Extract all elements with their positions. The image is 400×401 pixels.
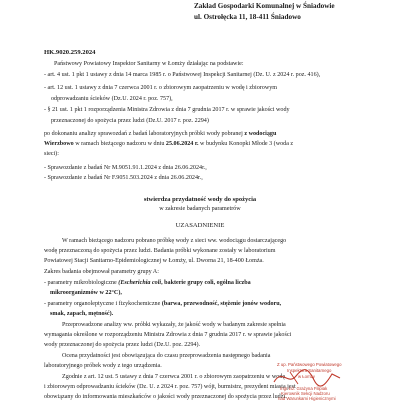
finding-title: stwierdza przydatność wody do spożycia [143, 196, 257, 203]
addressee-line-1: Zakład Gospodarki Komunalnej w Śniadowie [194, 2, 335, 10]
stamp-signatory-title: Kierownik Sekcji Nadzoru [281, 391, 330, 396]
stamp-signatory-name: mgr inż. Grażyna Filipiak [280, 386, 328, 391]
justification-p3-line-2: mikroorganizmów w 22°C), [50, 290, 122, 296]
organoleptic-params-list: (barwa, przewodność, stężenie jonów wodoru, [161, 301, 282, 307]
justification-p4-line-1 [44, 301, 281, 307]
micro-params-list: , bakterie grupy coli, ogólna liczba [161, 280, 251, 286]
ecoli-term: (Escherichia coli [118, 280, 162, 286]
sampling-date: 25.06.2024 r. [165, 141, 199, 147]
report-reference-1: - Sprawozdanie z badań Nr M.9051.91.1.2024 z dnia 26.06.2024r., [44, 165, 207, 171]
analysis-intro-line-1 [44, 131, 276, 137]
legal-basis-intro: Państwowy Powiatowy Inspektor Sanitarny w Łomży działając na podstawie: [54, 61, 244, 67]
organoleptic-params-label: - parametry organoleptyczne i fizykochemiczne [44, 301, 162, 307]
legal-basis-item-3-line-2: przeznaczonej do spożycia przez ludzi (Dz.U. 2017 r. poz. 2294) [51, 118, 209, 124]
justification-p7-line-1: Zgodnie z art. 12 ust. 5 ustawy z dnia 7 czerwca 2001 r. o zbiorowym zaopatrzeniu w wodę [62, 374, 286, 380]
justification-p2: Zakres badania obejmował parametry grupy A: [44, 269, 159, 275]
justification-p5-line-1: Przeprowadzone analizy ww. próbki wykazały, że jakość wody w badanym zakresie spełnia [62, 322, 286, 328]
micro-params-label: - parametry mikrobiologiczne [44, 280, 119, 286]
justification-p3-line-1 [44, 280, 251, 286]
justification-p7-line-2: i zbiorowym odprowadzaniu ścieków (Dz. U. z 2024 r. poz. 757) wójt, burmistrz, prezydent miasta jest [44, 384, 296, 390]
justification-heading: UZASADNIENIE [175, 222, 225, 229]
report-reference-2: - Sprawozdanie z badań Nr F.9051.503.2024 z dnia 26.06.2024r., [44, 175, 203, 181]
stamp-line-3: w Łomży [298, 374, 315, 379]
analysis-intro-line-2 [44, 141, 293, 147]
justification-p1-line-2: wodę przeznaczoną do spożycia przez ludzi. Badania próbki wykonane zostały w laboratorium [44, 248, 276, 254]
analysis-intro-text-2: w ramach bieżącego nadzoru w dniu [73, 141, 166, 147]
waterworks-name: Wierzbowo [44, 141, 74, 147]
document-number: HK.9020.259.2024 [44, 49, 96, 56]
analysis-intro-text-1: po dokonaniu analizy sprawozdań z badań laboratoryjnych próbki wody pobranej [44, 131, 245, 137]
analysis-intro-source: z wodociągu [244, 131, 277, 137]
stamp-line-2: Inspektora Sanitarnego [287, 368, 332, 373]
justification-p6-line-2: laboratoryjnego próbek wody z tego urządzenia. [44, 363, 162, 369]
legal-basis-item-3-line-1: - § 21 ust. 1 pkt 1 rozporządzenia Ministra Zdrowia z dnia 7 grudnia 2017 r. w sprawie jakości wody [44, 107, 290, 113]
analysis-intro-text-3: w budynku Konopki Młode 3 (woda z [198, 141, 294, 147]
justification-p1-line-1: W ramach bieżącego nadzoru pobrano próbkę wody z sieci ww. wodociągu dostarczającego [62, 238, 287, 244]
analysis-intro-line-3: sieci): [44, 151, 59, 157]
justification-p7-line-3: obowiązany do informowania mieszkańców o jakości wody przeznaczonej do spożycia przez ludzi. [44, 394, 287, 400]
justification-p6-line-1: Ocena przydatności jest obowiązująca do czasu przeprowadzenia następnego badania [62, 353, 271, 359]
justification-p5-line-3: wody przeznaczonej do spożycia przez ludzi (Dz.U. poz. 2294). [44, 342, 201, 348]
handwritten-signature [268, 366, 348, 388]
justification-p4-line-2: smak, zapach, mętność). [50, 311, 114, 317]
justification-p5-line-2: wymagania określone w rozporządzeniu Ministra Zdrowia z dnia 7 grudnia 2017 r. w sprawie jakości [44, 332, 292, 338]
stamp-line-1: Z up. Państwowego Powiatowego [277, 362, 342, 367]
addressee-line-2: ul. Ostrołęcka 11, 18-411 Śniadowo [194, 13, 301, 21]
finding-subtitle: w zakresie badanych parametrów [159, 206, 241, 212]
legal-basis-item-2-line-1: - art. 12 ust. 1 ustawy z dnia 7 czerwca 2001 r. o zbiorowym zaopatrzeniu w wodę i zbiorowym [44, 85, 278, 91]
legal-basis-item-2-line-2: odprowadzaniu ścieków (Dz.U. 2024 r. poz. 757), [51, 96, 173, 102]
legal-basis-item-1: - art. 4 ust. 1 pkt 1 ustawy z dnia 14 marca 1985 r. o Państwowej Inspekcji Sanitarnej (Dz. U. z 2024 r. poz. 416), [44, 72, 321, 78]
justification-p1-line-3: Powiatowej Stacji Sanitarno-Epidemiologicznej w Łomży, ul. Dworna 21, 18-400 Łomża. [44, 258, 264, 264]
stamp-signatory-section: nad Warunkami Higienicznymi [278, 396, 336, 401]
